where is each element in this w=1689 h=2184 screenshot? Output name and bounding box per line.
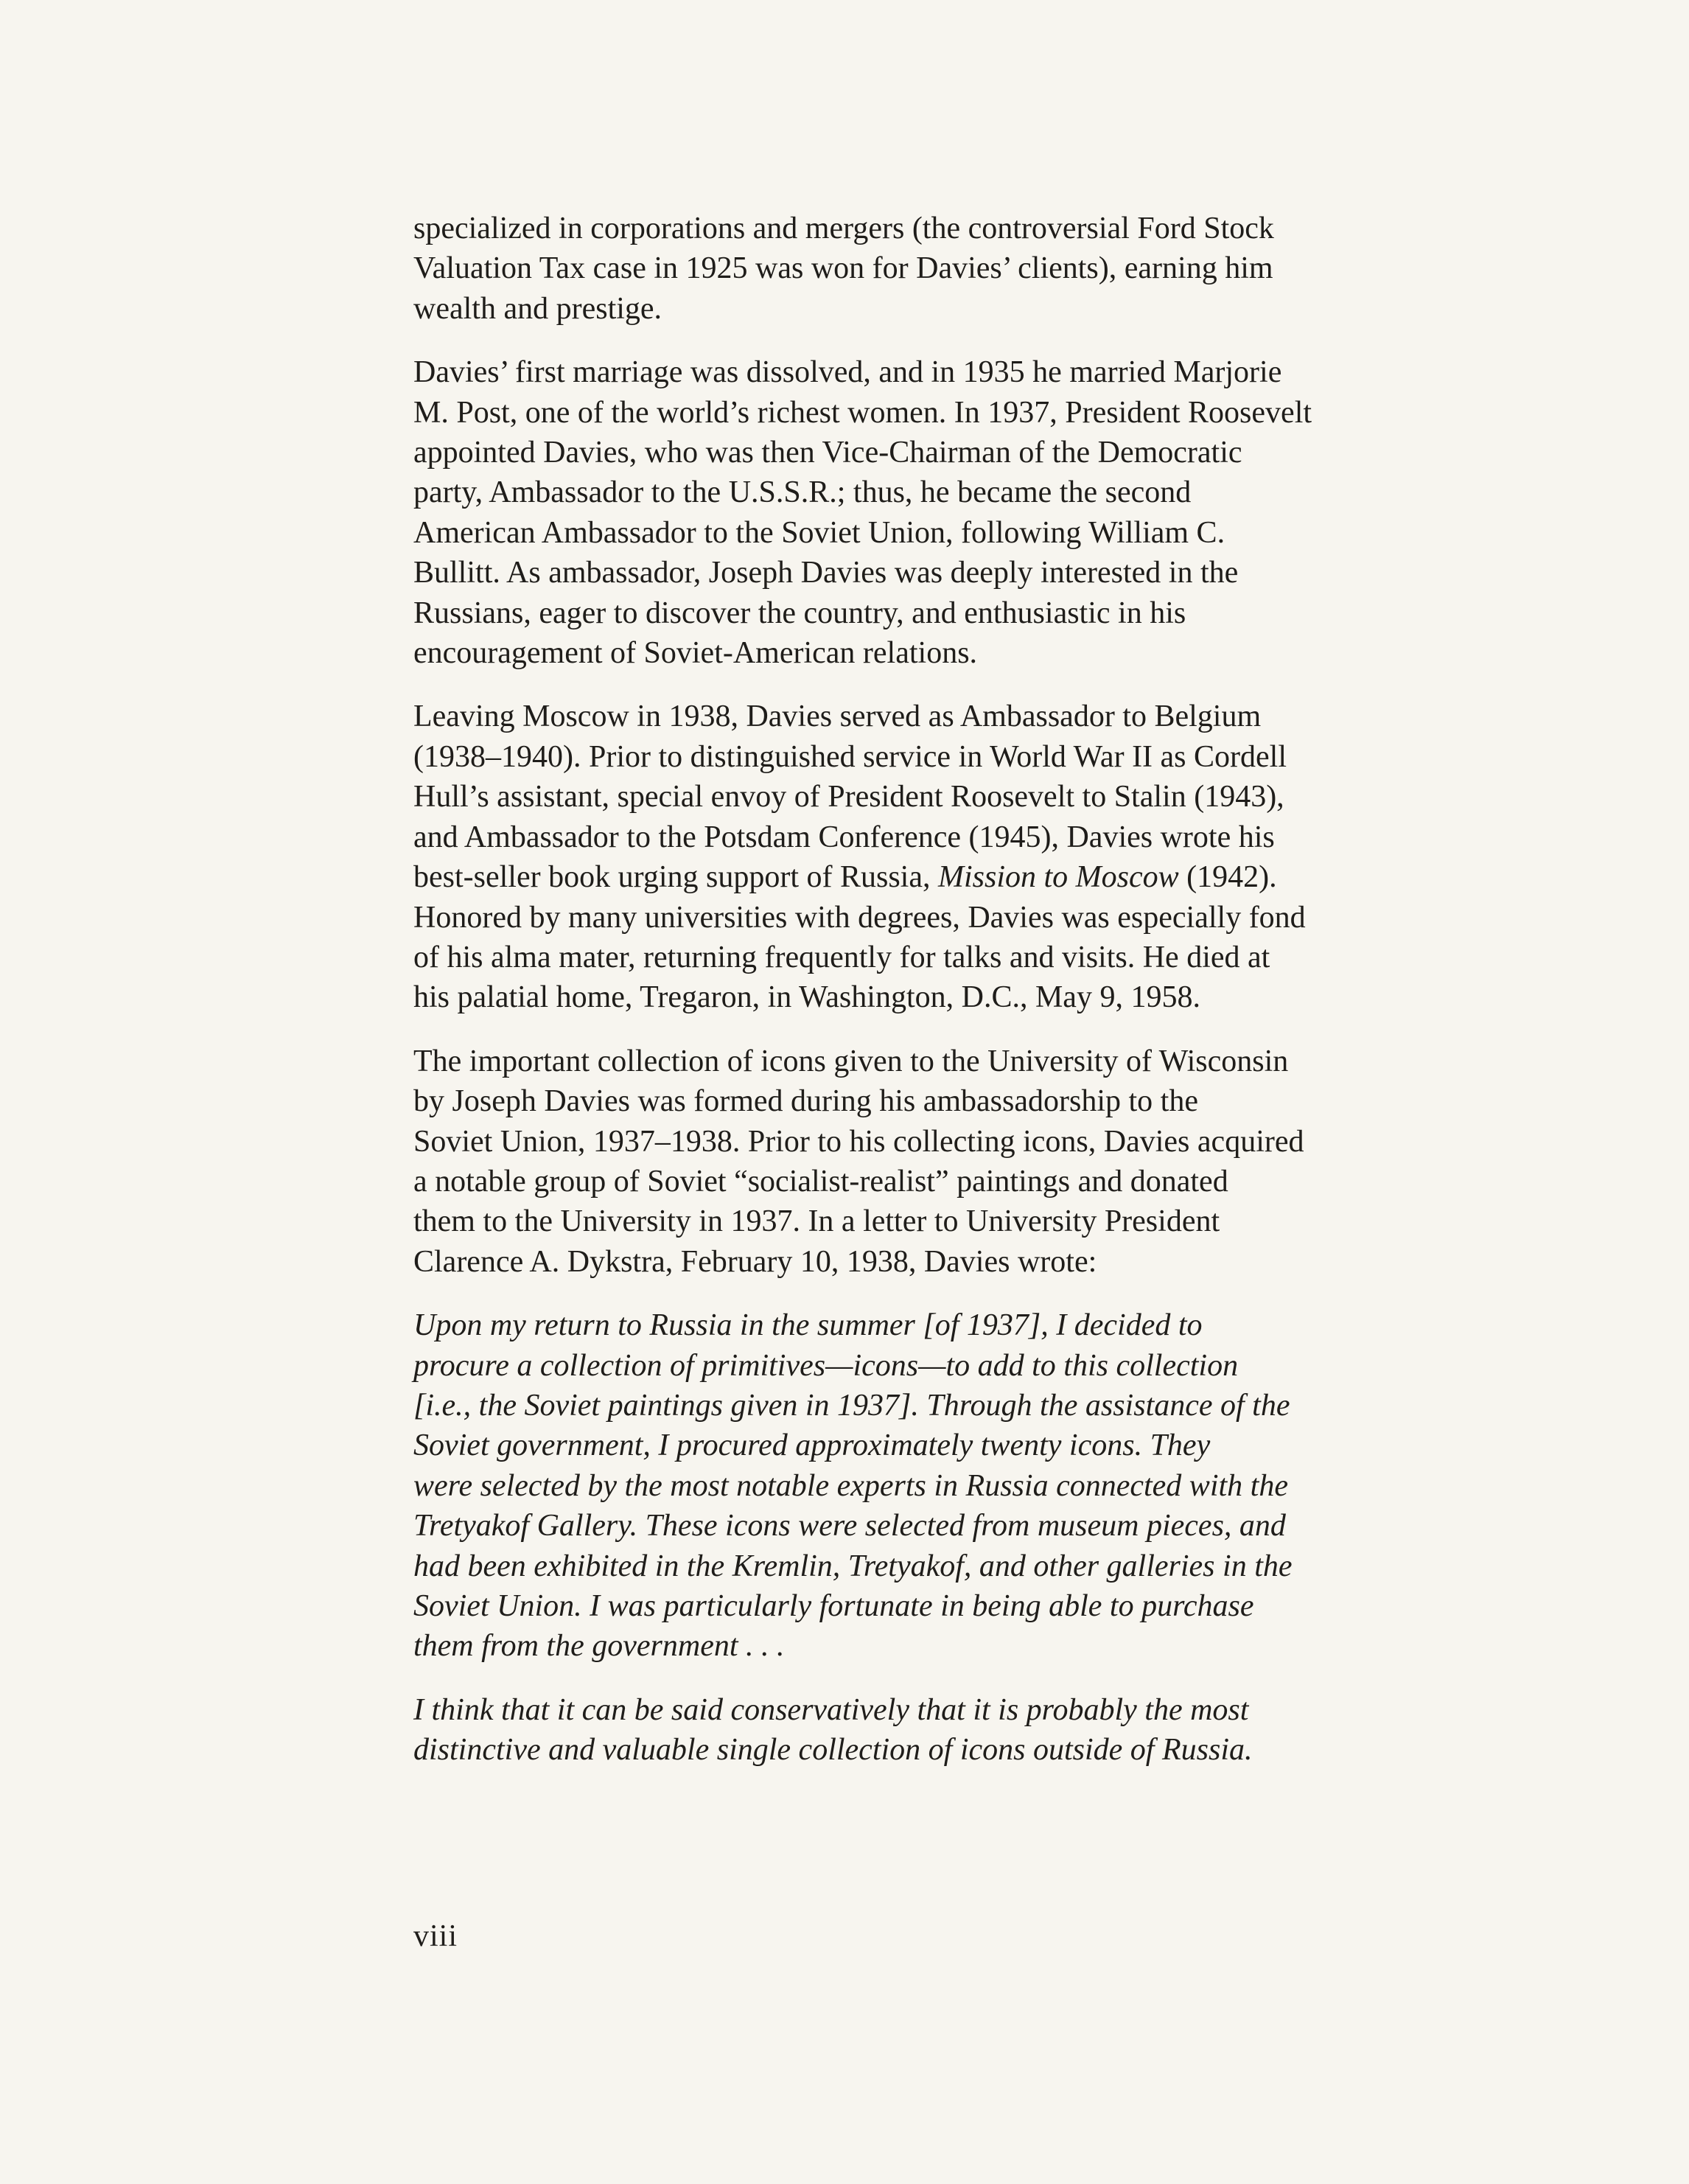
page-number: viii bbox=[413, 1919, 458, 1953]
paragraph-4: The important collection of icons given to the University of Wisconsin by Joseph Davies was formed during his ambassadorship to the Soviet Union, 1937–1938. Prior to his collecting icons, Davies acquired a notable group of Soviet “socialist-realist” paintings and donated them to the University in 1937. In a letter to University President Clarence A. Dykstra, February 10, 1938, Davies wrote: bbox=[413, 1044, 1304, 1279]
paragraph-3-text-before: Leaving Moscow in 1938, Davies served as Ambassador to Belgium (1938–1940). Prior to distinguished service in World War II as Cordell Hull’s assistant, special envoy of President Roosevelt to Stalin (1943), and Ambassador to the Potsdam Conference (1945), Davies wrote his best-seller book urging support of Russia, bbox=[413, 699, 1287, 895]
letter-quote-1: Upon my return to Russia in the summer [of 1937], I decided to procure a collection of primitives—icons—to add to this collection [i.e., the Soviet paintings given in 1937]. Through the assistance of the Soviet government, I procured approximately twenty icons. They were selected by the most notable experts in Russia connected with the Tretyakof Gallery. These icons were selected from museum pieces, and had been exhibited in the Kremlin, Tretyakof, and other galleries in the Soviet Union. I was particularly fortunate in being able to purchase them from the government . . . bbox=[413, 1308, 1293, 1664]
paragraph-2: Davies’ first marriage was dissolved, and in 1935 he married Marjorie M. Post, one of the world’s richest women. In 1937, President Roosevelt appointed Davies, who was then Vice-Chairman of the Democratic party, Ambassador to the U.S.S.R.; thus, he became the second American Ambassador to the Soviet Union, following William C. Bullitt. As ambassador, Joseph Davies was deeply interested in the Russians, eager to discover the country, and enthusiastic in his encouragement of Soviet-American relations. bbox=[413, 355, 1312, 671]
paragraph-1: specialized in corporations and mergers (the controversial Ford Stock Valuation Tax case in 1925 was won for Davies’ clients), earning him wealth and prestige. bbox=[413, 212, 1274, 326]
paragraph-3 bbox=[413, 697, 1504, 1017]
paragraph-3-text-after: (1942). Honored by many universities with degrees, Davies was especially fond of his alma mater, returning frequently for talks and visits. He died at his palatial home, Tregaron, in Washington, D.C., May 9, 1958. bbox=[413, 860, 1306, 1015]
book-title: Mission to Moscow bbox=[938, 860, 1179, 895]
letter-quote-2: I think that it can be said conservatively that it is probably the most distinctive and valuable single collection of icons outside of Russia. bbox=[413, 1692, 1253, 1768]
body-text bbox=[413, 209, 1504, 1794]
